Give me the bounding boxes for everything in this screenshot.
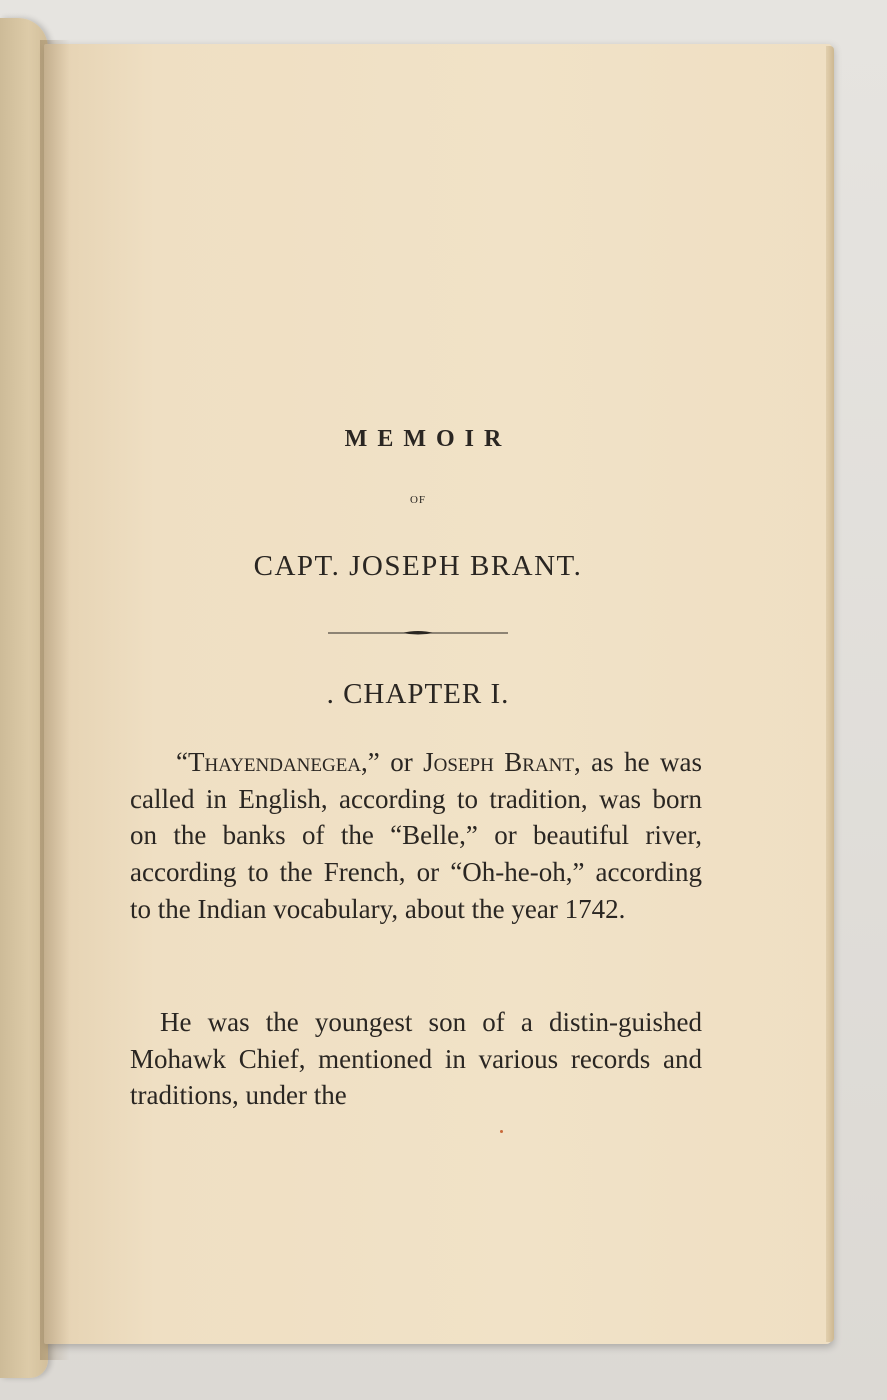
english-name: Joseph Brant,	[423, 747, 581, 777]
memoir-heading: MEMOIR	[344, 426, 512, 452]
ornament-rule	[328, 628, 508, 638]
open-quote: “	[176, 747, 188, 777]
chapter-heading: . CHAPTER I.	[326, 678, 510, 710]
of-connector: OF	[409, 494, 427, 506]
gutter-shadow	[40, 40, 70, 1360]
page-edge	[826, 46, 834, 1342]
close-quote: ”	[367, 747, 380, 777]
paper-spot	[500, 1130, 503, 1133]
paragraph-1	[130, 744, 702, 928]
paragraph-2: He was the youngest son of a distin-guished Mohawk Chief, mentioned in various records and traditions, under the	[130, 1007, 702, 1111]
or-word: or	[379, 747, 424, 777]
subject-title: CAPT. JOSEPH BRANT.	[253, 550, 583, 582]
native-name: Thayendanegea,	[187, 747, 368, 777]
paragraph-1-body: as he was called in English, according to tradition, was born on the banks of the “Belle,” or beautiful river, according to the French, or “Oh-he-oh,” according to the Indian vocabulary, about the year 1742.	[130, 747, 703, 924]
